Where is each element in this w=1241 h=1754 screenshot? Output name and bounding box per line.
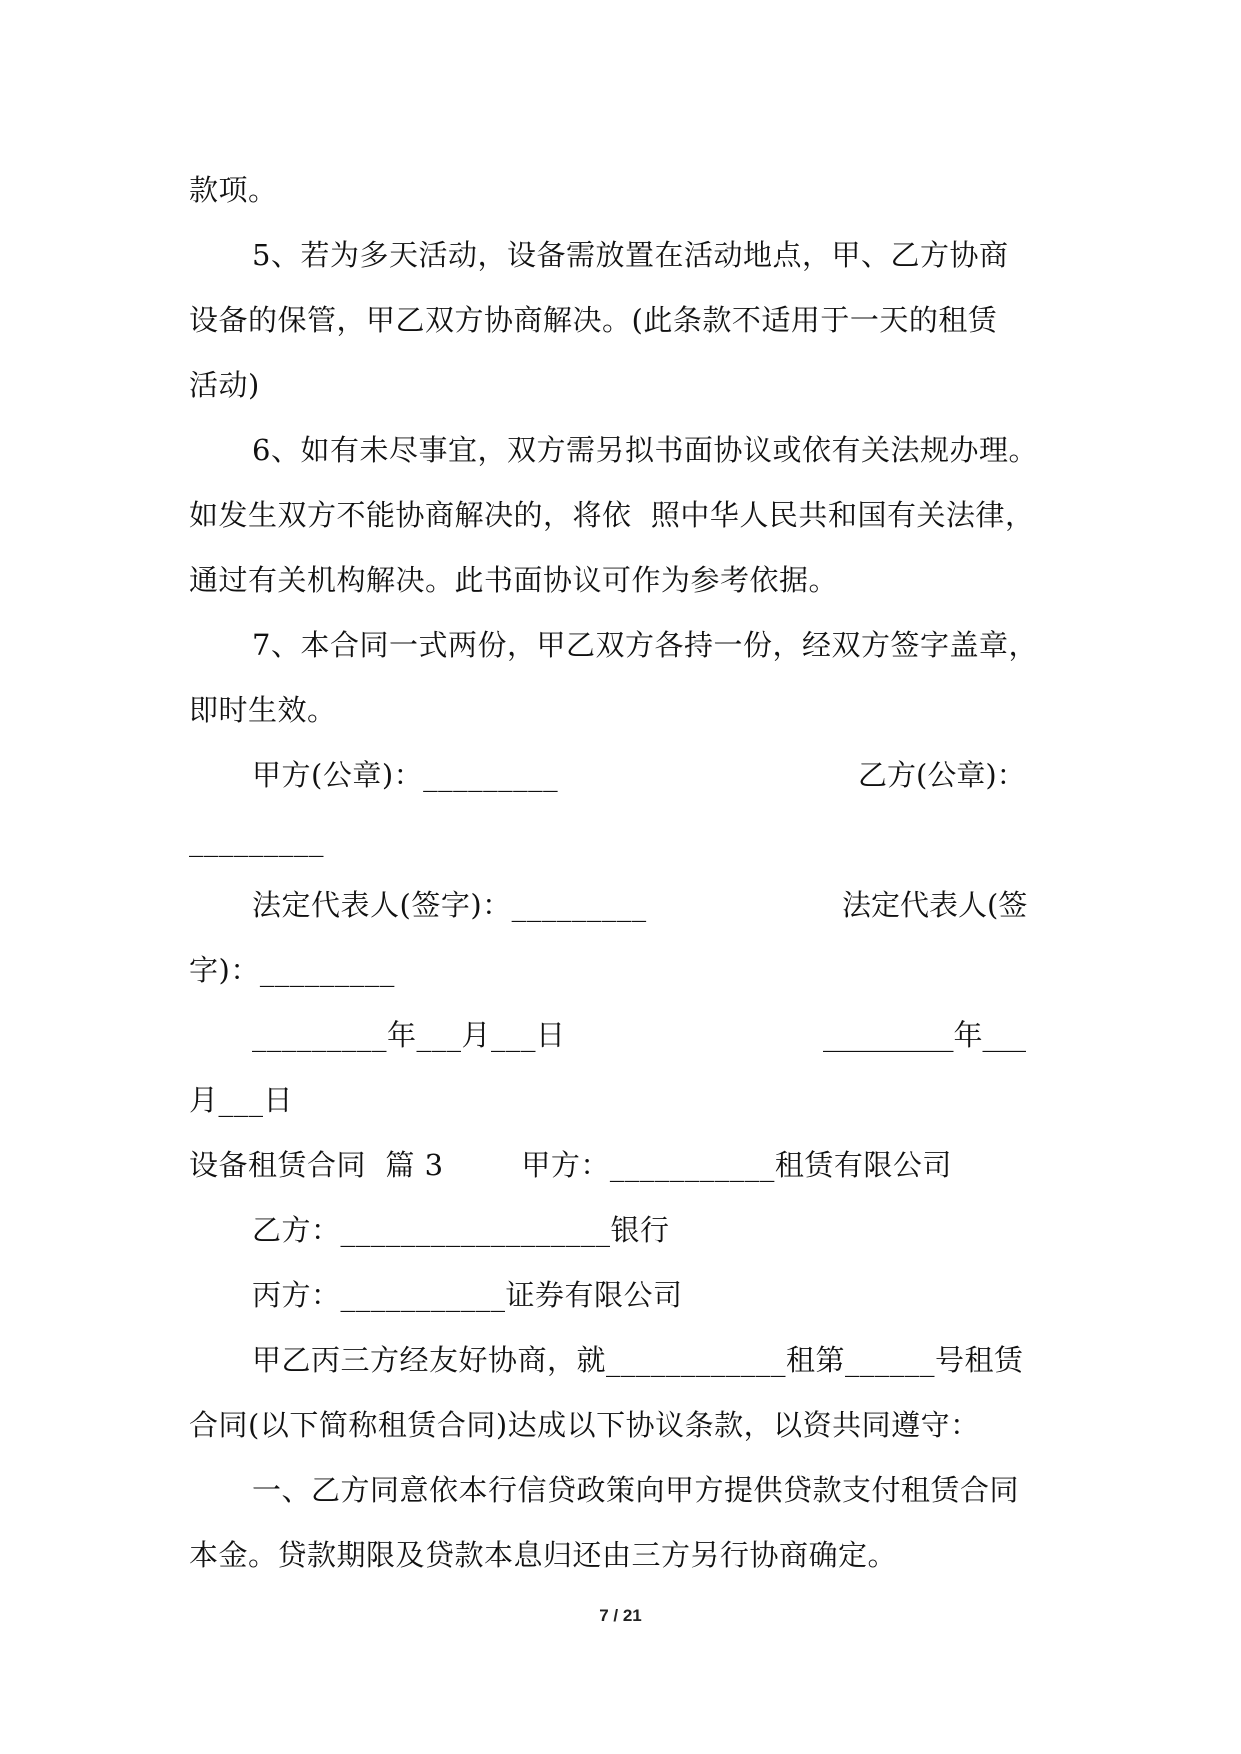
text-line: 设备的保管，甲乙双方协商解决。(此条款不适用于一天的租赁 [189,303,998,337]
text-line: _________ [189,823,324,857]
text-line: 合同(以下简称租赁合同)达成以下协议条款，以资共同遵守： [189,1408,980,1442]
party-a-date: _________年___月___日 [252,1018,566,1052]
text-line: 乙方：__________________银行 [252,1213,670,1247]
text-line: 款项。 [189,173,278,207]
party-b-representative: 法定代表人(签 [842,888,1028,922]
text-line: 如发生双方不能协商解决的，将依 照中华人民共和国有关法律， [189,498,1035,532]
text-line: 字)：_________ [189,953,395,987]
text-line: 5、若为多天活动，设备需放置在活动地点，甲、乙方协商 [252,238,1009,272]
party-b-seal: 乙方(公章)： [858,758,1026,792]
section-heading: 设备租赁合同 篇 3 甲方：___________租赁有限公司 [189,1148,952,1182]
text-line: 即时生效。 [189,693,337,727]
text-line: 甲乙丙三方经友好协商，就____________租第______号租赁 [252,1343,1024,1377]
page-number: 7 / 21 [599,1606,642,1625]
party-a-seal: 甲方(公章)：_________ [252,758,559,792]
party-a-representative: 法定代表人(签字)：_________ [252,888,647,922]
text-line: 本金。贷款期限及贷款本息归还由三方另行协商确定。 [189,1538,898,1572]
text-line: 活动) [189,368,260,402]
text-line: 月___日 [189,1083,294,1117]
party-b-date: _________年___ [823,1018,1027,1052]
text-line: 丙方：___________证券有限公司 [252,1278,683,1312]
text-line: 6、如有未尽事宜，双方需另拟书面协议或依有关法规办理。 [252,433,1038,467]
text-line: 一、乙方同意依本行信贷政策向甲方提供贷款支付租赁合同 [252,1473,1020,1507]
text-line: 7、本合同一式两份，甲乙双方各持一份，经双方签字盖章， [252,628,1038,662]
text-line: 通过有关机构解决。此书面协议可作为参考依据。 [189,563,839,597]
